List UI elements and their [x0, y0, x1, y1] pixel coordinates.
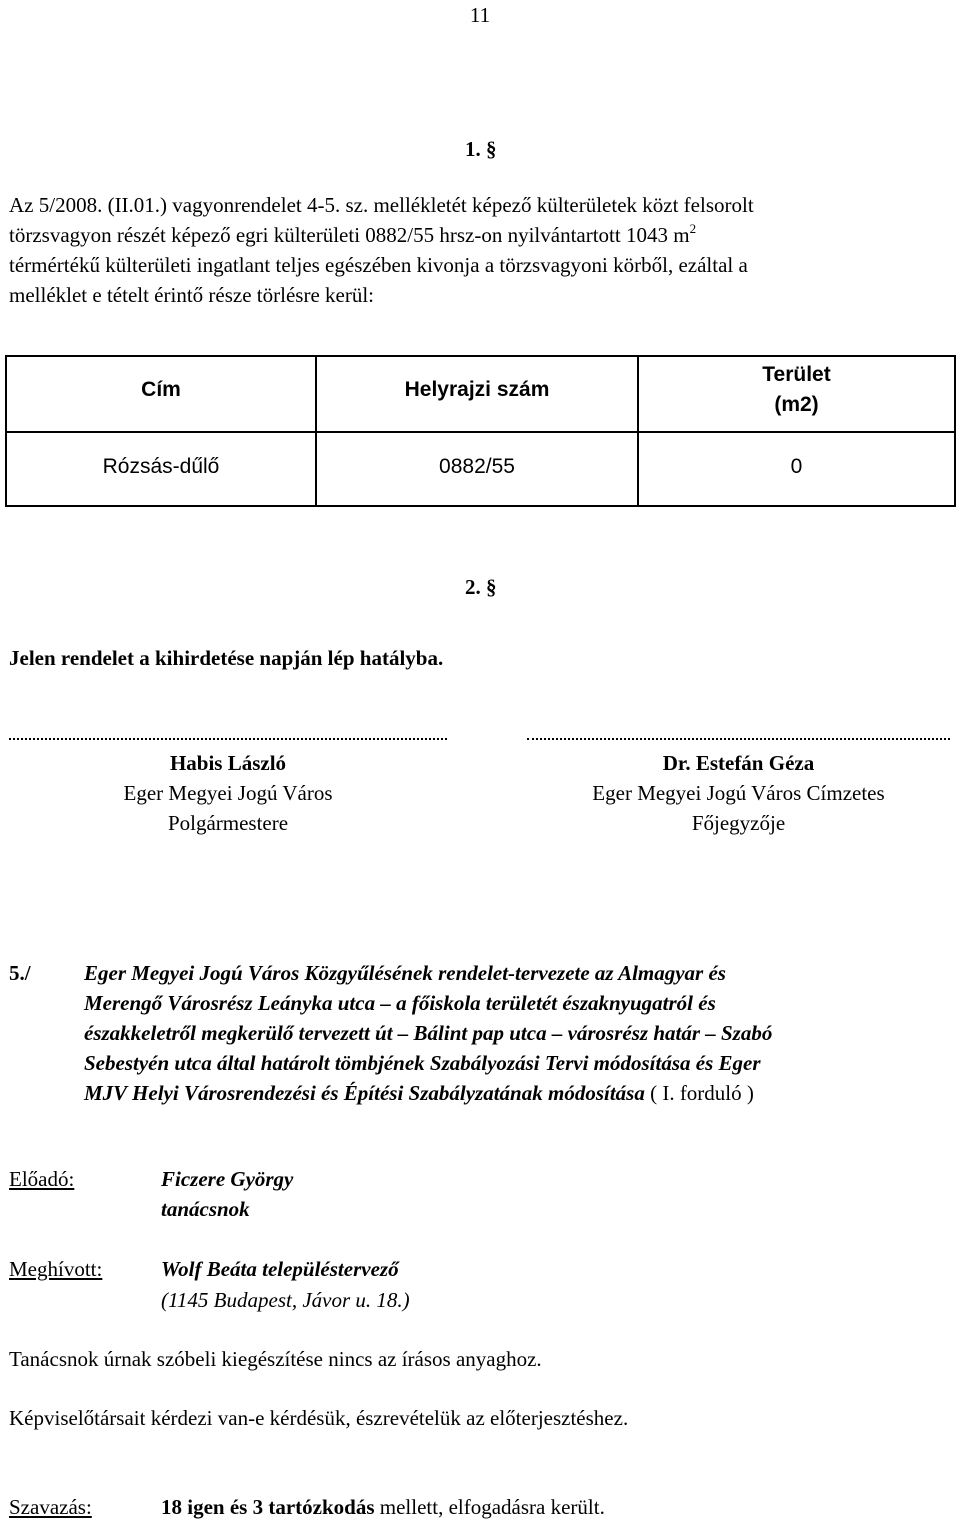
presenter-name: Ficzere György: [161, 1167, 294, 1191]
section-1-paragraph: [9, 190, 954, 310]
signatory-name: Habis László: [169, 751, 287, 775]
signature-line: [527, 738, 950, 740]
remark-text: Képviselőtársait kérdezi van-e kérdésük, észrevételük az előterjesztéshez.: [9, 1406, 629, 1430]
superscript: 2: [689, 221, 697, 236]
signatory-name: Dr. Estefán Géza: [662, 751, 815, 775]
table-header-parcel: Helyrajzi szám: [404, 378, 550, 401]
table-header-address: Cím: [141, 378, 181, 401]
signatory-title: Eger Megyei Jogú Város: [123, 781, 333, 805]
vote-result: 18 igen és 3 tartózkodás mellett, elfogadásra került.: [161, 1495, 605, 1519]
vote-label: Szavazás:: [9, 1495, 92, 1519]
invited-name: Wolf Beáta településtervező: [161, 1257, 399, 1281]
signatory-title: Főjegyzője: [691, 811, 786, 835]
paragraph-line: térmértékű külterületi ingatlant teljes egészében kivonja a törzsvagyoni körből, ezáltal a: [9, 253, 748, 277]
table-cell-address: Rózsás-dűlő: [102, 455, 220, 478]
section-2-heading: 2. §: [465, 575, 497, 599]
presenter-title: tanácsnok: [161, 1197, 250, 1221]
agenda-item-number: 5./: [9, 961, 31, 985]
parcel-table: [5, 355, 956, 507]
remark-text: Tanácsnok úrnak szóbeli kiegészítése nincs az írásos anyaghoz.: [9, 1347, 542, 1371]
invited-label: Meghívott:: [9, 1257, 103, 1281]
agenda-item-title: Eger Megyei Jogú Város Közgyűlésének rendelet-tervezete az Almagyar és Merengő Városrész Leányka utca – a főiskola területét északnyugatról és északkeletről megkerülő tervezett út – Bálint pap utca – városrész határ – Szabó Sebestyén utca által határolt tömbjének Szabályozási Tervi módosítása és Eger MJV Helyi Városrendezési és Építési Szabályzatának módosítása ( I. forduló ): [84, 961, 773, 1105]
invited-address: (1145 Budapest, Jávor u. 18.): [161, 1288, 410, 1312]
table-divider: [7, 431, 954, 433]
signature-block-mayor: [9, 748, 447, 838]
effective-date-text: Jelen rendelet a kihirdetése napján lép hatályba.: [9, 646, 444, 670]
table-cell-area: 0: [790, 455, 803, 478]
presenter-label: Előadó:: [9, 1167, 75, 1191]
signatory-title: Eger Megyei Jogú Város Címzetes: [592, 781, 885, 805]
table-header-area: Terület (m2): [762, 363, 831, 416]
paragraph-line: Az 5/2008. (II.01.) vagyonrendelet 4-5. sz. mellékletét képező külterületek közt felsorolt: [9, 193, 754, 217]
table-cell-parcel: 0882/55: [439, 455, 515, 478]
paragraph-line: törzsvagyon részét képező egri külterületi 0882/55 hrsz-on nyilvántartott 1043 $m^2$: [9, 221, 697, 247]
paragraph-line: melléklet e tételt érintő része törlésre kerül:: [9, 283, 374, 307]
agenda-round: ( I. forduló ): [650, 1081, 754, 1105]
signatory-title: Polgármestere: [167, 811, 289, 835]
section-1-heading: 1. §: [465, 137, 497, 161]
signature-line: [9, 738, 447, 740]
page-number: 11: [469, 3, 491, 27]
signature-block-notary: [527, 748, 950, 838]
